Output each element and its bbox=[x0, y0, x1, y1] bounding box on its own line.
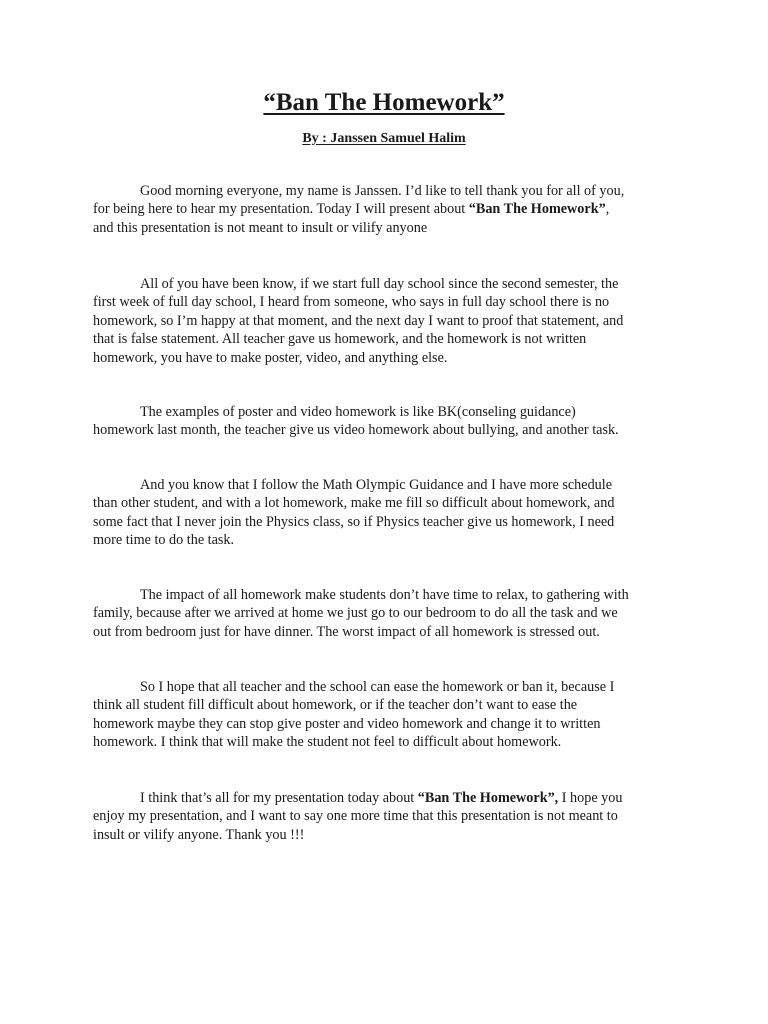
paragraph-4 bbox=[93, 476, 675, 550]
paragraph-line: that is false statement. All teacher gave us homework, and the homework is not written bbox=[93, 331, 587, 348]
paragraph-line: family, because after we arrived at home we just go to our bedroom to do all the task and we bbox=[93, 605, 618, 622]
document-byline-text: By : Janssen Samuel Halim bbox=[302, 131, 466, 146]
paragraph-line-text: I think that’s all for my presentation today about bbox=[140, 790, 418, 806]
paragraph-7 bbox=[93, 789, 675, 844]
paragraph-line: enjoy my presentation, and I want to say one more time that this presentation is not meant to bbox=[93, 808, 618, 825]
paragraph-line: first week of full day school, I heard from someone, who says in full day school there is no bbox=[93, 294, 610, 311]
bold-title-reference: “Ban The Homework”, bbox=[417, 790, 559, 806]
paragraph-line: So I hope that all teacher and the school can ease the homework or ban it, because I bbox=[140, 679, 615, 695]
paragraph-line: insult or vilify anyone. Thank you !!! bbox=[93, 826, 305, 843]
paragraph-line: homework, you have to make poster, video, and anything else. bbox=[93, 349, 448, 366]
paragraph-1 bbox=[93, 182, 675, 237]
paragraph-2 bbox=[93, 275, 675, 367]
paragraph-line: some fact that I never join the Physics class, so if Physics teacher give us homework, I need bbox=[93, 513, 615, 530]
paragraph-line bbox=[93, 200, 675, 218]
paragraph-line: and this presentation is not meant to insult or vilify anyone bbox=[93, 219, 428, 236]
paragraph-line-text: I hope you bbox=[558, 790, 623, 806]
paragraph-line: homework, so I’m happy at that moment, and the next day I want to proof that statement, and bbox=[93, 312, 624, 329]
document-title bbox=[0, 88, 768, 118]
paragraph-5 bbox=[93, 586, 675, 641]
paragraph-line-text: , bbox=[605, 201, 610, 218]
paragraph-line: The impact of all homework make students don’t have time to relax, to gathering with bbox=[140, 587, 629, 603]
paragraph-line: Good morning everyone, my name is Janssen. I’d like to tell thank you for all of you, bbox=[140, 183, 625, 199]
paragraph-3 bbox=[93, 403, 675, 440]
paragraph-line: All of you have been know, if we start full day school since the second semester, the bbox=[140, 276, 619, 292]
bold-title-reference: “Ban The Homework” bbox=[468, 201, 606, 218]
paragraph-line: than other student, and with a lot homework, make me fill so difficult about homework, and bbox=[93, 495, 615, 512]
document-title-text: “Ban The Homework” bbox=[263, 89, 505, 116]
paragraph-line: think all student fill difficult about homework, or if the teacher don’t want to ease the bbox=[93, 697, 578, 714]
paragraph-line: homework last month, the teacher give us video homework about bullying, and another task. bbox=[93, 422, 619, 439]
paragraph-line: homework. I think that will make the student not feel to difficult about homework. bbox=[93, 734, 562, 751]
paragraph-line: out from bedroom just for have dinner. The worst impact of all homework is stressed out. bbox=[93, 623, 600, 640]
paragraph-line: more time to do the task. bbox=[93, 532, 235, 549]
paragraph-line-text: for being here to hear my presentation. Today I will present about bbox=[93, 201, 469, 218]
paragraph-line: homework maybe they can stop give poster and video homework and change it to written bbox=[93, 715, 601, 732]
paragraph-line: And you know that I follow the Math Olympic Guidance and I have more schedule bbox=[140, 477, 613, 493]
paragraph-6 bbox=[93, 678, 675, 752]
document-byline bbox=[0, 130, 768, 148]
paragraph-line bbox=[93, 789, 675, 807]
paragraph-line: The examples of poster and video homework is like BK(conseling guidance) bbox=[140, 404, 576, 420]
